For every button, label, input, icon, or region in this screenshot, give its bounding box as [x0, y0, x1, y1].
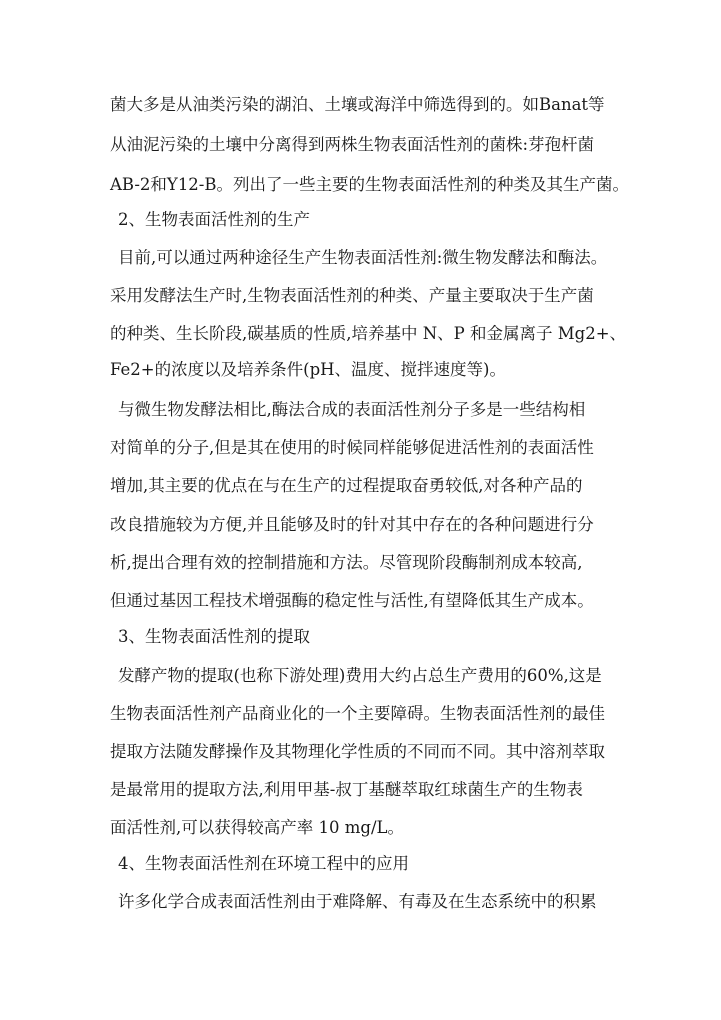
- text-line: 菌大多是从油类污染的湖泊、土壤或海洋中筛选得到的。如Banat等: [110, 95, 605, 114]
- section-heading: 2、生物表面活性剂的生产: [118, 210, 310, 229]
- text-line: 是最常用的提取方法,利用甲基-叔丁基醚萃取红球菌生产的生物表: [110, 780, 583, 799]
- text-line: AB-2和Y12-B。列出了一些主要的生物表面活性剂的种类及其生产菌。: [110, 175, 630, 194]
- text-line: 的种类、生长阶段,碳基质的性质,培养基中 N、P 和金属离子 Mg2+、: [110, 324, 627, 343]
- text-line: 与微生物发酵法相比,酶法合成的表面活性剂分子多是一些结构相: [118, 400, 586, 419]
- section-heading: 4、生物表面活性剂在环境工程中的应用: [118, 854, 409, 873]
- text-line: 从油泥污染的土壤中分离得到两株生物表面活性剂的菌株:芽孢杆菌: [110, 135, 595, 154]
- text-line: 增加,其主要的优点在与在生产的过程提取奋勇较低,对各种产品的: [110, 476, 583, 495]
- text-line: 发酵产物的提取(也称下游处理)费用大约占总生产费用的60%,这是: [118, 666, 602, 685]
- text-line: 采用发酵法生产时,生物表面活性剂的种类、产量主要取决于生产菌: [110, 286, 594, 305]
- text-line: 但通过基因工程技术增强酶的稳定性与活性,有望降低其生产成本。: [110, 591, 594, 610]
- section-heading: 3、生物表面活性剂的提取: [118, 627, 310, 646]
- text-line: Fe2+的浓度以及培养条件(pH、温度、搅拌速度等)。: [110, 360, 506, 379]
- text-line: 提取方法随发酵操作及其物理化学性质的不同而不同。其中溶剂萃取: [110, 742, 605, 761]
- text-line: 面活性剂,可以获得较高产率 10 mg/L。: [110, 818, 404, 837]
- text-line: 目前,可以通过两种途径生产生物表面活性剂:微生物发酵法和酶法。: [118, 248, 608, 267]
- text-line: 对简单的分子,但是其在使用的时候同样能够促进活性剂的表面活性: [110, 438, 594, 457]
- text-line: 析,提出合理有效的控制措施和方法。尽管现阶段酶制剂成本较高,: [110, 553, 583, 572]
- text-line: 生物表面活性剂产品商业化的一个主要障碍。生物表面活性剂的最佳: [110, 704, 605, 723]
- text-line: 许多化学合成表面活性剂由于难降解、有毒及在生态系统中的积累: [118, 892, 597, 911]
- text-line: 改良措施较为方便,并且能够及时的针对其中存在的各种问题进行分: [110, 515, 594, 534]
